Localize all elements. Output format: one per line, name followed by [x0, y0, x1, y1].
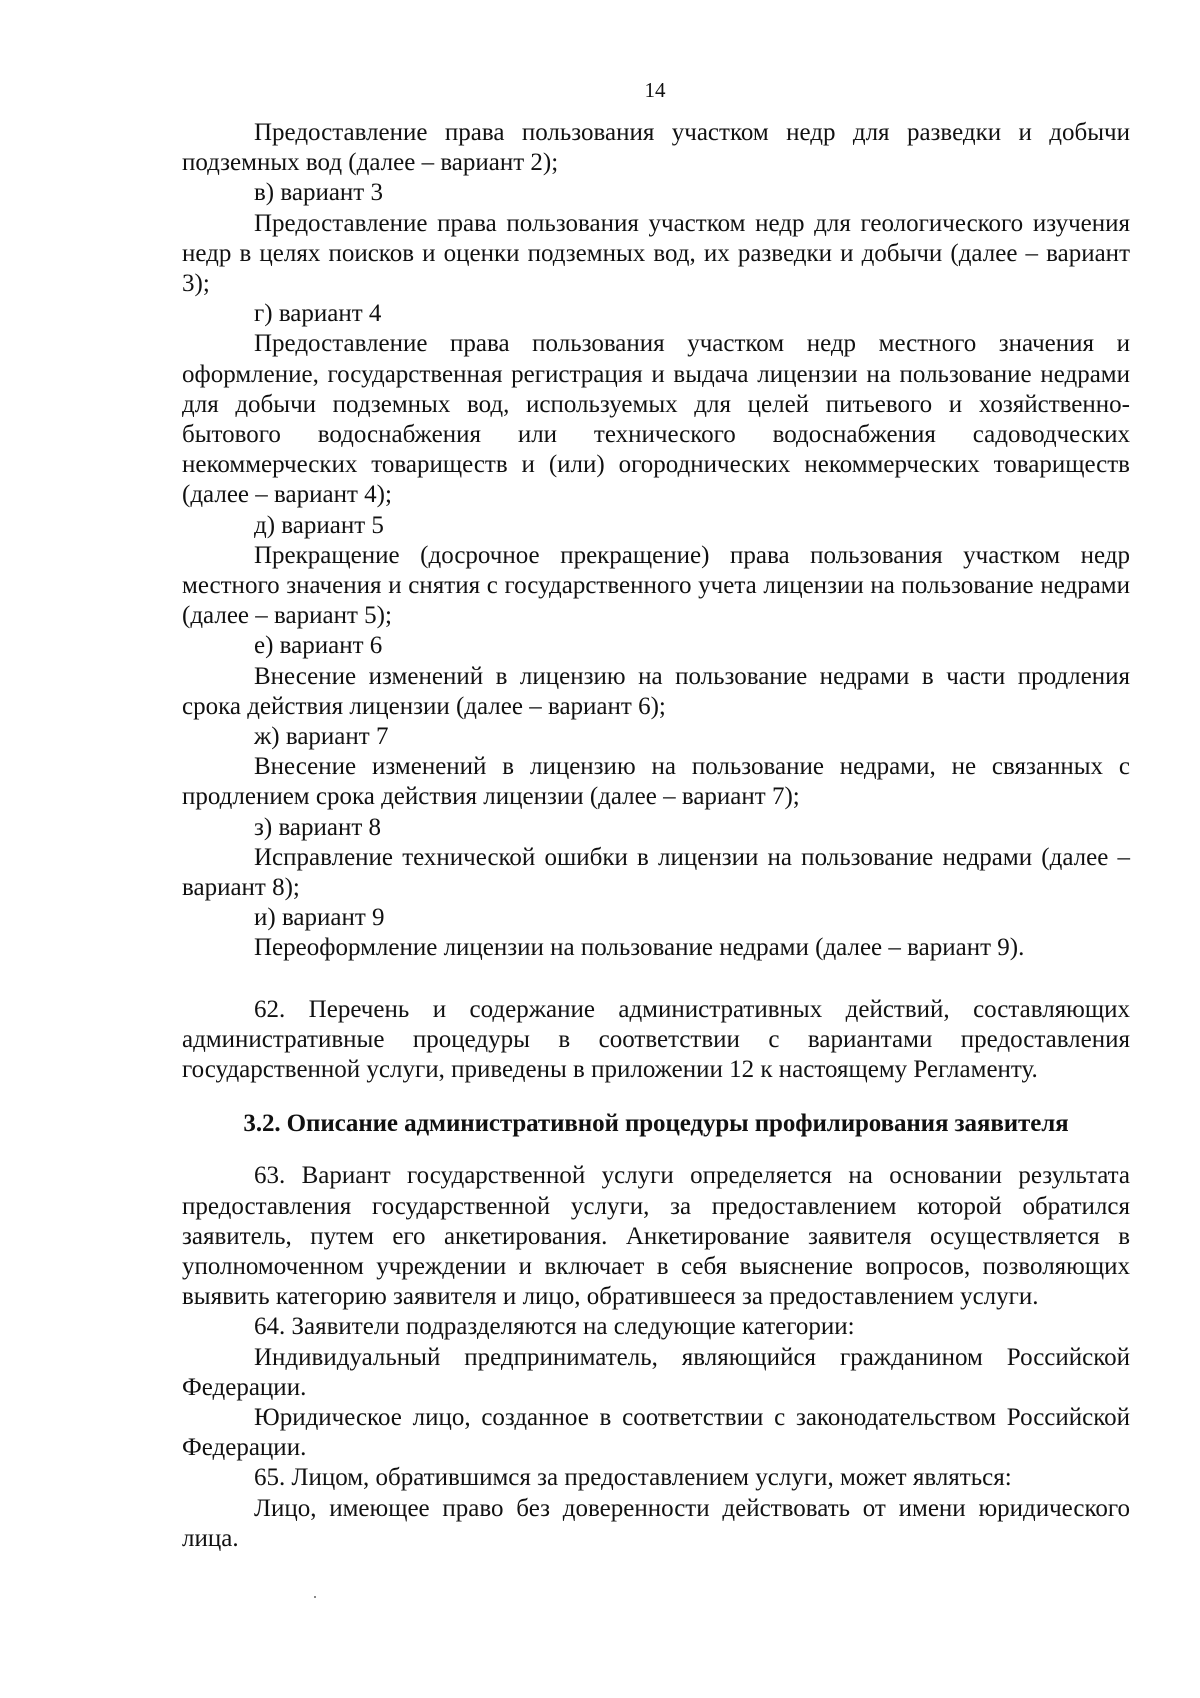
spacer: [182, 964, 1130, 995]
list-item-g: г) вариант 4: [254, 300, 382, 328]
list-item-i: и) вариант 9: [254, 904, 385, 932]
page-number: 14: [644, 78, 666, 102]
section-heading: 3.2. Описание административной процедуры профилирования заявителя: [243, 1110, 1069, 1138]
paragraph-variant-9: Переоформление лицензии на пользование недрами (далее – вариант 9).: [254, 934, 1025, 962]
spacer: [182, 1085, 1130, 1109]
paragraph-variant-6: Внесение изменений в лицензию на пользование недрами в части продления срока действия лицензии (далее – вариант 6);: [182, 662, 1130, 720]
paragraph-65-person: Лицо, имеющее право без доверенности действовать от имени юридического лица.: [182, 1494, 1130, 1552]
list-item-v: в) вариант 3: [254, 179, 383, 207]
list-item-d: д) вариант 5: [254, 511, 384, 539]
list-item-zh: ж) вариант 7: [254, 723, 389, 751]
document-body: [182, 118, 1130, 1554]
paragraph-variant-8: Исправление технической ошибки в лицензии на пользование недрами (далее – вариант 8);: [182, 843, 1130, 902]
paragraph-variant-7: Внесение изменений в лицензию на пользование недрами, не связанных с продлением срока действия лицензии (далее – вариант 7);: [182, 753, 1130, 811]
paragraph-64: 64. Заявители подразделяются на следующие категории:: [254, 1313, 855, 1341]
paragraph-65: 65. Лицом, обратившимся за предоставлением услуги, может являться:: [254, 1464, 1012, 1492]
paragraph-64-legal-entity: Юридическое лицо, созданное в соответствии с законодательством Российской Федерации.: [182, 1403, 1130, 1462]
paragraph-variant-3: Предоставление права пользования участком недр для геологического изучения недр в целях поисков и оценки подземных вод, их разведки и добычи (далее – вариант 3);: [182, 209, 1130, 298]
scan-speck: [314, 1596, 316, 1598]
paragraph-62: 62. Перечень и содержание административных действий, составляющих административные процедуры в соответствии с вариантами предоставления государственной услуги, приведены в приложении 12 к настоящему Регламенту.: [182, 995, 1130, 1084]
paragraph-variant-5: Прекращение (досрочное прекращение) права пользования участком недр местного значения и снятия с государственного учета лицензии на пользование недрами (далее – вариант 5);: [182, 541, 1130, 630]
paragraph-63: 63. Вариант государственной услуги определяется на основании результата предоставления государственной услуги, за предоставлением которой обратился заявитель, путем его анкетирования. Анкетирование заявителя осуществляется в уполномоченном учреждении и включает в себя выяснение вопросов, позволяющих выявить категорию заявителя и лицо, обратившееся за предоставлением услуги.: [182, 1162, 1130, 1311]
list-item-z: з) вариант 8: [254, 813, 382, 841]
list-item-e: е) вариант 6: [254, 632, 383, 660]
spacer: [182, 1139, 1130, 1161]
paragraph-variant-2: Предоставление права пользования участком недр для разведки и добычи подземных вод (далее – вариант 2);: [182, 119, 1130, 177]
paragraph-64-entrepreneur: Индивидуальный предприниматель, являющийся гражданином Российской Федерации.: [182, 1343, 1130, 1401]
paragraph-variant-4: Предоставление права пользования участком недр местного значения и оформление, государственная регистрация и выдача лицензии на пользование недрами для добычи подземных вод, используемых для целей питьевого и хозяйственно-бытового водоснабжения или технического водоснабжения садоводческих некоммерческих товариществ и (или) огороднических некоммерческих товариществ (далее – вариант 4);: [182, 330, 1130, 509]
